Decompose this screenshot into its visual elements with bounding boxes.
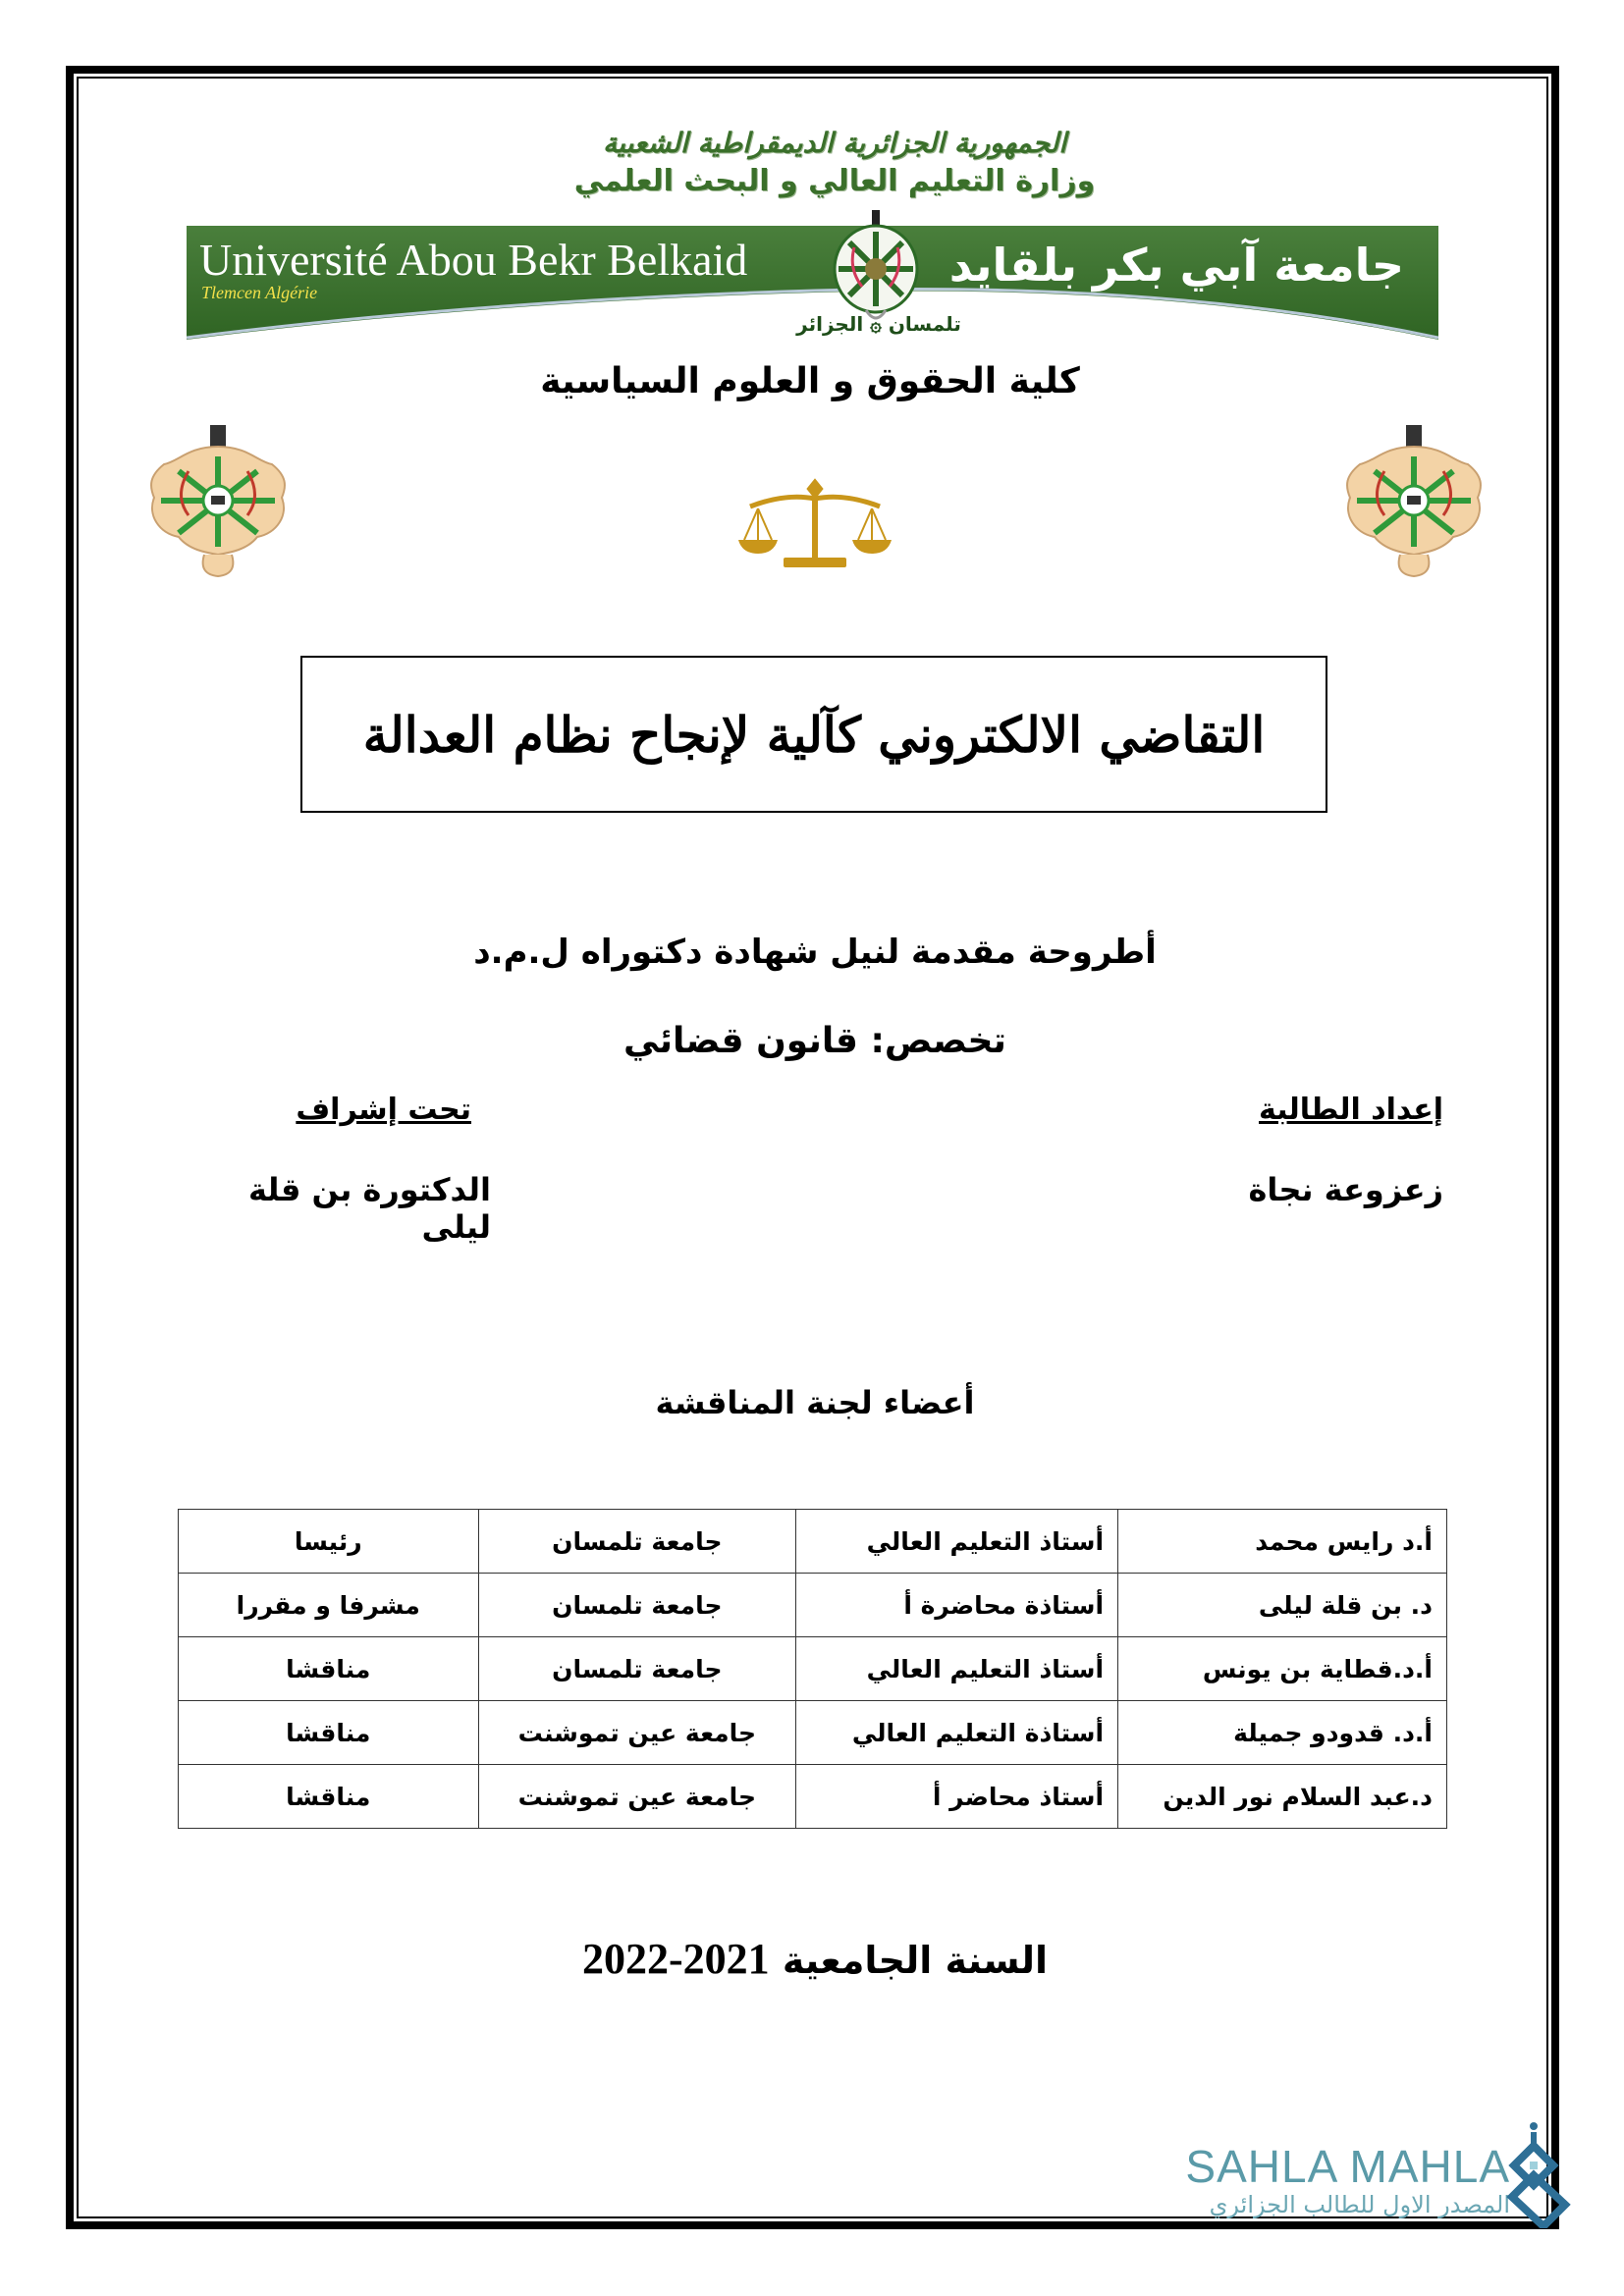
university-emblem-icon xyxy=(827,208,925,326)
table-row xyxy=(179,1637,1447,1701)
member-university: جامعة تلمسان xyxy=(478,1637,796,1701)
academic-year-value: 2022-2021 xyxy=(581,1935,770,1983)
member-rank: أستاذ محاضر أ xyxy=(796,1765,1118,1829)
thesis-title: التقاضي الالكتروني كآلية لإنجاح نظام العدالة xyxy=(362,705,1266,764)
university-emblem-icon xyxy=(1267,417,1532,579)
table-row xyxy=(179,1701,1447,1765)
member-rank: أستاذ التعليم العالي xyxy=(796,1510,1118,1574)
specialty-line: تخصص: قانون قضائي xyxy=(623,1021,1006,1061)
watermark-brand: SAHLA MAHLA xyxy=(1185,2141,1510,2192)
university-location-fr: Tlemcen Algérie xyxy=(201,283,318,302)
supervisor-name: الدكتورة بن قلة ليلى xyxy=(247,1171,491,1246)
member-name: أ.د.قطاية بن يونس xyxy=(1118,1637,1447,1701)
member-role: مناقشا xyxy=(179,1765,479,1829)
member-rank: أستاذة التعليم العالي xyxy=(796,1701,1118,1765)
member-rank: أستاذة محاضرة أ xyxy=(796,1574,1118,1637)
member-university: جامعة عين تموشنت xyxy=(478,1765,796,1829)
academic-year xyxy=(491,1934,1139,1984)
academic-year-label: السنة الجامعية xyxy=(782,1939,1049,1982)
student-name: زعزوعة نجاة xyxy=(1248,1171,1443,1208)
table-row xyxy=(179,1510,1447,1574)
supervision-label: تحت إشراف xyxy=(296,1093,471,1127)
committee-heading: أعضاء لجنة المناقشة xyxy=(655,1384,975,1421)
ministry-heading: وزارة التعليم العالي و البحث العلمي xyxy=(573,164,1096,198)
thesis-description: أطروحة مقدمة لنيل شهادة دكتوراه ل.م.د xyxy=(473,933,1157,972)
member-name: د. بن قلة ليلى xyxy=(1118,1574,1447,1637)
table-row xyxy=(179,1765,1447,1829)
member-university: جامعة تلمسان xyxy=(478,1510,796,1574)
prepared-by-label: إعداد الطالبة xyxy=(1259,1093,1443,1127)
watermark-logo-icon xyxy=(1504,2120,1583,2228)
member-university: جامعة تلمسان xyxy=(478,1574,796,1637)
republic-heading: الجمهورية الجزائرية الديمقراطية الشعبية xyxy=(602,127,1066,159)
member-role: مناقشا xyxy=(179,1701,479,1765)
watermark-tagline: المصدر الاول للطالب الجزائري xyxy=(1209,2191,1510,2218)
member-role: مشرفا و مقررا xyxy=(179,1574,479,1637)
university-emblem-icon xyxy=(113,417,368,579)
thesis-title-box xyxy=(300,656,1327,813)
city-caption: تلمسان ۞ الجزائر xyxy=(796,312,961,336)
table-row xyxy=(179,1574,1447,1637)
member-name: أ.د. قدودو جميلة xyxy=(1118,1701,1447,1765)
member-name: د.عبد السلام نور الدين xyxy=(1118,1765,1447,1829)
university-name-ar: جامعة آبي بكر بلقايد xyxy=(948,239,1404,292)
member-role: رئيسا xyxy=(179,1510,479,1574)
faculty-heading: كلية الحقوق و العلوم السياسية xyxy=(540,361,1080,401)
member-role: مناقشا xyxy=(179,1637,479,1701)
university-name-fr: Université Abou Bekr Belkaid xyxy=(199,235,748,285)
committee-table xyxy=(178,1509,1447,1829)
member-university: جامعة عين تموشنت xyxy=(478,1701,796,1765)
member-rank: أستاذ التعليم العالي xyxy=(796,1637,1118,1701)
member-name: أ.د رايس محمد xyxy=(1118,1510,1447,1574)
scales-of-justice-icon xyxy=(736,471,893,579)
